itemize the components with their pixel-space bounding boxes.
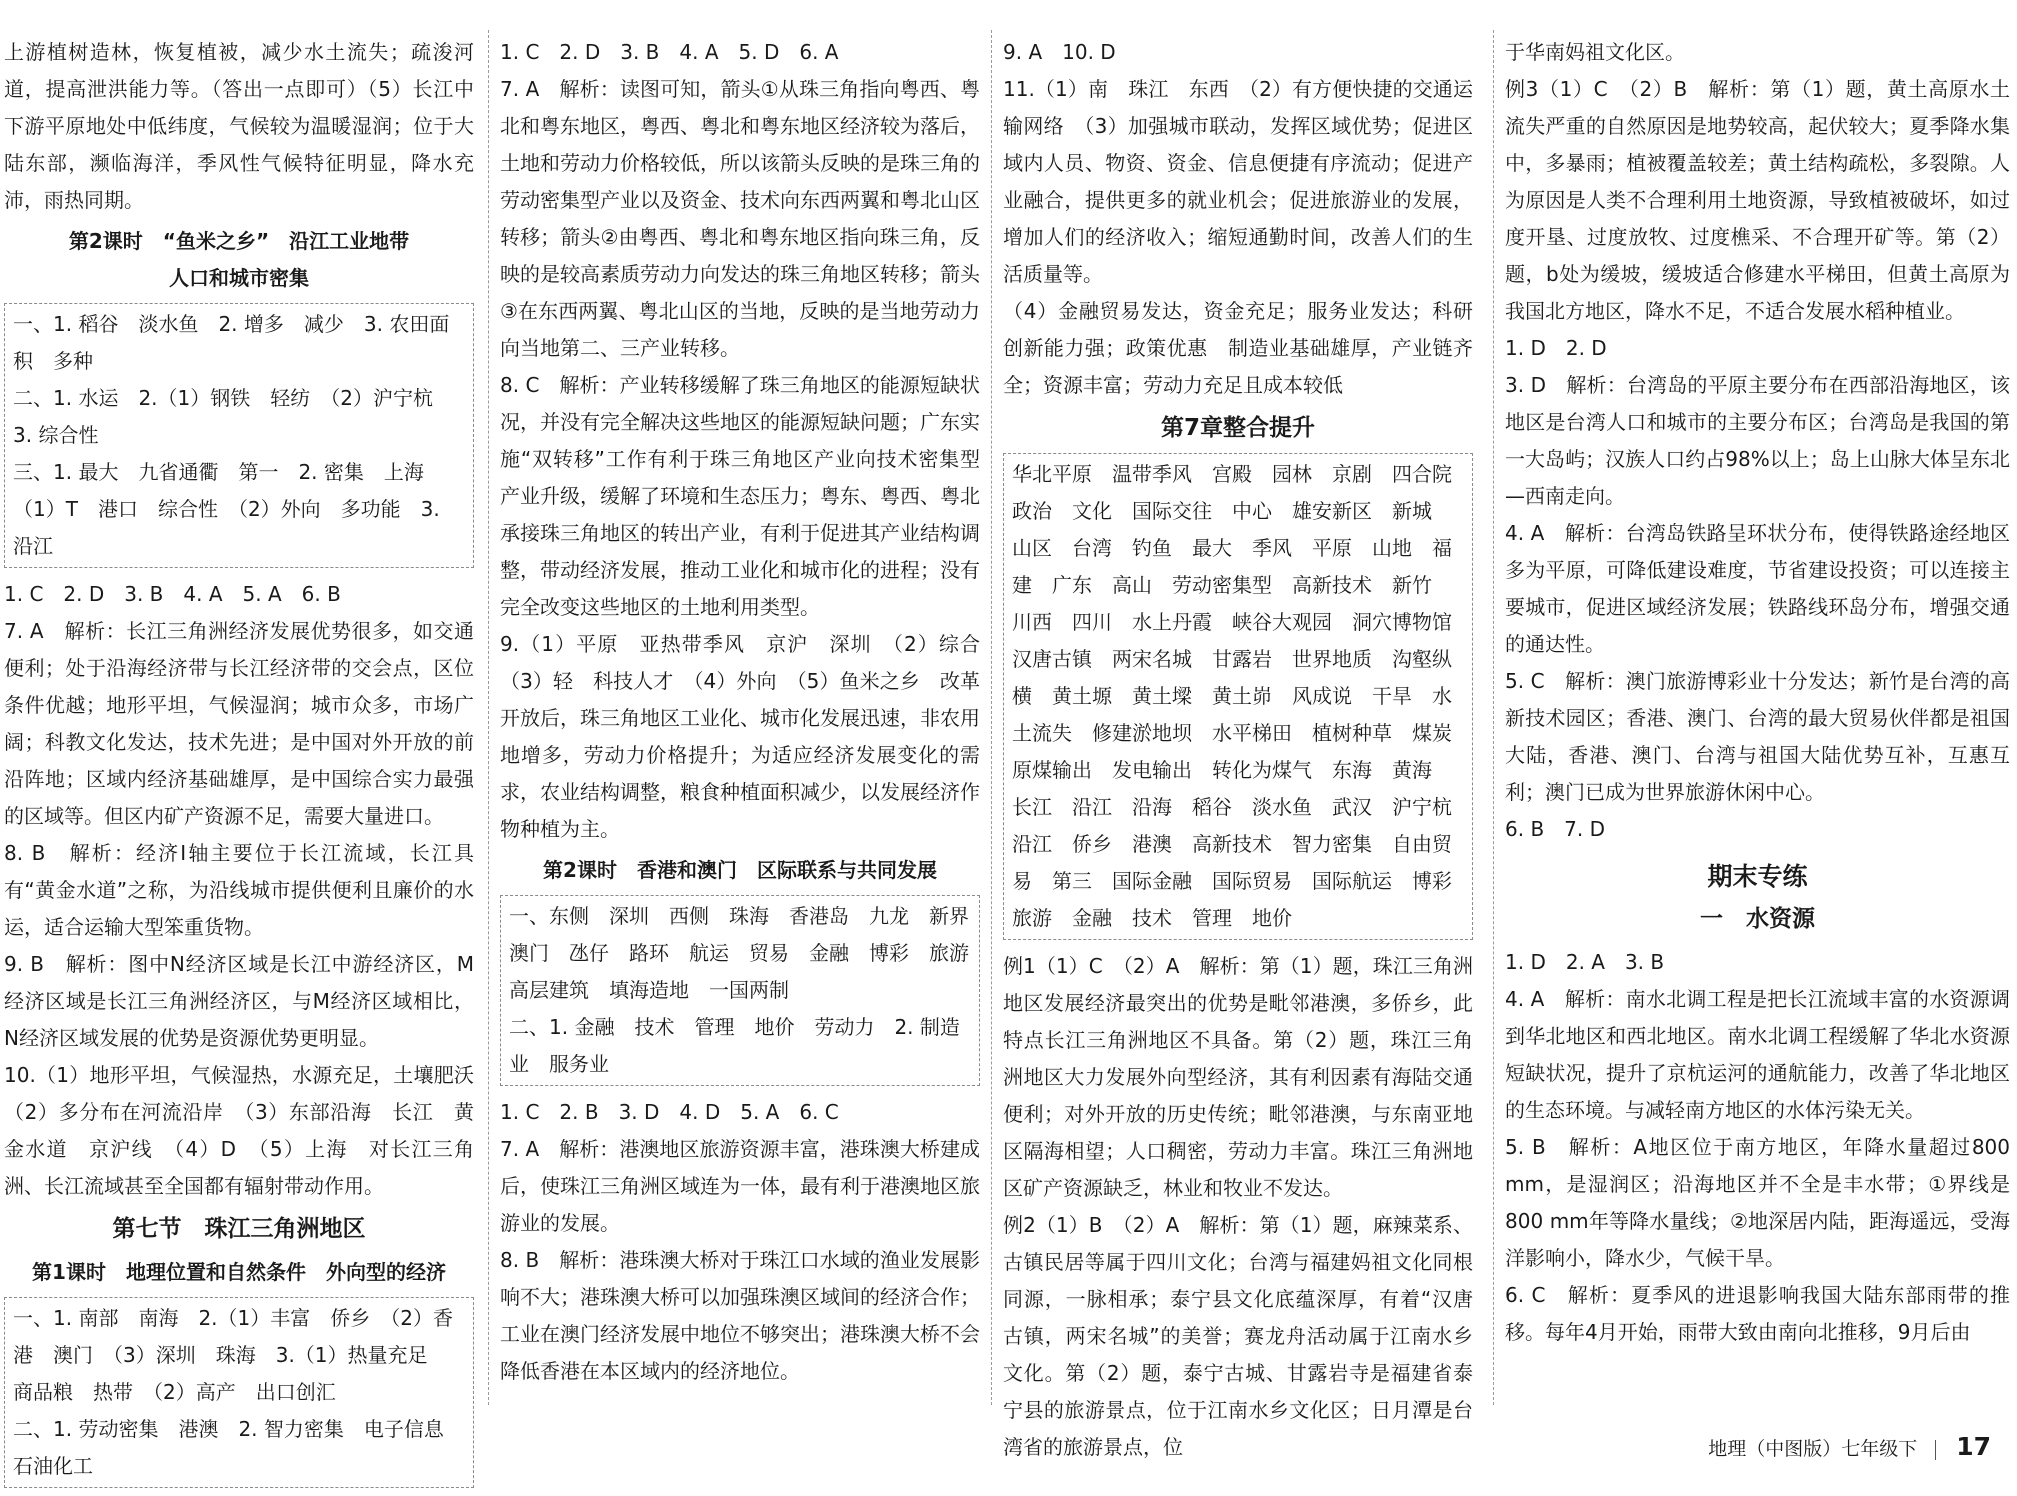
- answer-paragraph: 于华南妈祖文化区。: [1505, 40, 1685, 64]
- answer-paragraph: 6. B 7. D: [1505, 817, 1605, 841]
- answer-paragraph: 8. B 解析：港珠澳大桥对于珠江口水域的渔业发展影响不大；港珠澳大桥可以加强珠澳区域间的经济合作；工业在澳门经济发展中地位不够突出；港珠澳大桥不会降低香港在本区域内的经济地位。: [500, 1248, 980, 1383]
- page-number: 17: [1956, 1432, 1991, 1461]
- box-line: 二、1. 劳动密集 港澳 2. 智力密集 电子信息 石油化工: [13, 1417, 464, 1478]
- lesson-heading: 第2课时 香港和澳门 区际联系与共同发展: [543, 858, 937, 882]
- box-line: 一、1. 稻谷 淡水鱼 2. 增多 减少 3. 农田面积 多种: [13, 312, 450, 373]
- box-line: 一、1. 南部 南海 2.（1）丰富 侨乡 （2）香港 澳门 （3）深圳 珠海 3.（1）热量充足 商品粮 热带 （2）高产 出口创汇: [13, 1306, 453, 1404]
- answer-paragraph: 5. B 解析：A地区位于南方地区，年降水量超过800 mm，是湿润区；沿海地区并不全是丰水带；①界线是800 mm年等降水量线；②地深居内陆，距海遥远，受海洋影响小，降水少，气候干旱。: [1505, 1135, 2010, 1270]
- answer-paragraph: 9.（1）平原 亚热带季风 京沪 深圳 （2）综合 （3）轻 科技人才 （4）外向 （5）鱼米之乡 改革开放后，珠三角地区工业化、城市化发展迅速，非农用地增多，劳动力价格提升；为适应经济发展变化的需求，农业结构调整，粮食种植面积减少，以发展经济作物种植为主。: [500, 632, 1000, 841]
- answer-paragraph: 7. A 解析：长江三角洲经济发展优势很多，如交通便利；处于沿海经济带与长江经济带的交会点，区位条件优越；地形平坦，气候湿润；城市众多，市场广阔；科教文化发达，技术先进；是中国对外开放的前沿阵地；区域内经济基础雄厚，是中国综合实力最强的区域等。但区内矿产资源不足，需要大量进口。: [4, 619, 474, 828]
- answer-paragraph: 4. A 解析：台湾岛铁路呈环状分布，使得铁路途经地区多为平原，可降低建设难度，节省建设投资；可以连接主要城市，促进区域经济发展；铁路线环岛分布，增强交通的通达性。: [1505, 521, 2010, 656]
- chapter-heading: 期末专练: [1707, 862, 1808, 891]
- lesson-heading: 第1课时 地理位置和自然条件 外向型的经济: [32, 1260, 446, 1284]
- answer-paragraph: 5. C 解析：澳门旅游博彩业十分发达；新竹是台湾的高新技术园区；香港、澳门、台湾的最大贸易伙伴都是祖国大陆，香港、澳门、台湾与祖国大陆优势互补，互惠互利；澳门已成为世界旅游休闲中心。: [1505, 669, 2010, 804]
- answer-paragraph: 例2（1）B （2）A 解析：第（1）题，麻辣菜系、古镇民居等属于四川文化；台湾与福建妈祖文化同根同源，一脉相承；泰宁县文化底蕴深厚，有着“汉唐古镇，两宋名城”的美誉；赛龙舟活动属于江南水乡文化。第（2）题，泰宁古城、甘露岩寺是福建省泰宁县的旅游景点，位于江南水乡文化区；日月潭是台湾省的旅游景点，位: [1003, 1213, 1473, 1459]
- answer-paragraph: （4）金融贸易发达，资金充足；服务业发达；科研创新能力强；政策优惠 制造业基础雄厚，产业链齐全；资源丰富；劳动力充足且成本较低: [1003, 299, 1473, 397]
- answer-paragraph: 11.（1）南 珠江 东西 （2）有方便快捷的交通运输网络 （3）加强城市联动，发挥区域优势；促进区域内人员、物资、资金、信息便捷有序流动；促进产业融合，提供更多的就业机会；促进旅游业的发展，增加人们的经济收入；缩短通勤时间，改善人们的生活质量等。: [1003, 77, 1473, 286]
- column-divider: [488, 30, 489, 1405]
- answer-paragraph: 3. D 解析：台湾岛的平原主要分布在西部沿海地区，该地区是台湾人口和城市的主要分布区；台湾岛是我国的第一大岛屿；汉族人口约占98%以上；岛上山脉大体呈东北—西南走向。: [1505, 373, 2010, 508]
- answer-paragraph: 8. C 解析：产业转移缓解了珠三角地区的能源短缺状况，并没有完全解决这些地区的能源短缺问题；广东实施“双转移”工作有利于珠三角地区产业向技术密集型产业升级，缓解了环境和生态压力；粤东、粤西、粤北承接珠三角地区的转出产业，有利于促进其产业结构调整，带动经济发展，推动工业化和城市化的进程；没有完全改变这些地区的土地利用类型。: [500, 373, 980, 619]
- answer-paragraph: 7. A 解析：读图可知，箭头①从珠三角指向粤西、粤北和粤东地区，粤西、粤北和粤东地区经济较为落后，土地和劳动力价格较低，所以该箭头反映的是珠三角的劳动密集型产业以及资金、技术向东西两翼和粤北山区转移；箭头②由粤西、粤北和粤东地区指向珠三角，反映的是较高素质劳动力向发达的珠三角地区转移；箭头③在东西两翼、粤北山区的当地，反映的是当地劳动力向当地第二、三产业转移。: [500, 77, 980, 360]
- box-line: 华北平原 温带季风 宫殿 园林 京剧 四合院 政治 文化 国际交往 中心 雄安新区 新城 山区 台湾 钓鱼 最大 季风 平原 山地 福建 广东 高山 劳动密集型 高新技术 新竹 川西 四川 水上丹霞 峡谷大观园 洞穴博物馆 汉唐古镇 两宋名城 甘露岩 世界地质 沟壑纵横 黄土塬 黄土墚 黄土峁 风成说 干旱 水土流失 修建淤地坝 水平梯田 植树种草 煤炭 原煤输出 发电输出 转化为煤气 东海 黄海 长江 沿江 沿海 稻谷 淡水鱼 武汉 沪宁杭 沿江 侨乡 港澳 高新技术 智力密集 自由贸易 第三 国际金融 国际贸易 国际航运 博彩 旅游 金融 技术 管理 地价: [1012, 462, 1472, 930]
- section-heading: 第7章整合提升: [1160, 415, 1315, 441]
- answer-paragraph: 6. C 解析：夏季风的进退影响我国大陆东部雨带的推移。每年4月开始，雨带大致由南向北推移，9月后由: [1505, 1283, 2010, 1344]
- box-line: 二、1. 水运 2.（1）钢铁 轻纺 （2）沪宁杭 3. 综合性: [13, 386, 453, 447]
- answer-box: [4, 1297, 474, 1488]
- answer-paragraph: 1. C 2. D 3. B 4. A 5. D 6. A: [500, 40, 839, 64]
- answer-paragraph: 例1（1）C （2）A 解析：第（1）题，珠江三角洲地区发展经济最突出的优势是毗邻港澳，多侨乡，此特点长江三角洲地区不具备。第（2）题，珠江三角洲地区大力发展外向型经济，其有利因素有海陆交通便利；对外开放的历史传统；毗邻港澳，与东南亚地区隔海相望；人口稠密，劳动力丰富。珠江三角洲地区矿产资源缺乏，林业和牧业不发达。: [1003, 954, 1473, 1200]
- answer-box: [4, 303, 474, 568]
- column-3: [1003, 34, 1473, 1466]
- answer-paragraph: 9. B 解析：图中N经济区域是长江中游经济区，M经济区域是长江三角洲经济区，与M经济区域相比，N经济区域发展的优势是资源优势更明显。: [4, 952, 474, 1050]
- answer-paragraph: 7. A 解析：港澳地区旅游资源丰富，港珠澳大桥建成后，使珠江三角洲区域连为一体，最有利于港澳地区旅游业的发展。: [500, 1137, 980, 1235]
- page-footer: [1708, 1432, 1991, 1461]
- box-line: 一、东侧 深圳 西侧 珠海 香港岛 九龙 新界 澳门 氹仔 路环 航运 贸易 金融 博彩 旅游 高层建筑 填海造地 一国两制: [509, 904, 989, 1002]
- answer-paragraph: 1. C 2. D 3. B 4. A 5. A 6. B: [4, 582, 341, 606]
- answer-box: [1003, 453, 1473, 940]
- answer-paragraph: 8. B 解析：经济Ⅰ轴主要位于长江流域，长江具有“黄金水道”之称，为沿线城市提供便利且廉价的水运，适合运输大型笨重货物。: [4, 841, 474, 939]
- answer-paragraph: 上游植树造林，恢复植被，减少水土流失；疏浚河道，提高泄洪能力等。（答出一点即可）（5）长江中下游平原地处中低纬度，气候较为温暖湿润；位于大陆东部，濒临海洋，季风性气候特征明显，降水充沛，雨热同期。: [4, 40, 474, 212]
- footer-divider: [1935, 1440, 1936, 1460]
- answer-paragraph: 1. C 2. B 3. D 4. D 5. A 6. C: [500, 1100, 839, 1124]
- column-1: [4, 34, 474, 1496]
- answer-paragraph: 4. A 解析：南水北调工程是把长江流域丰富的水资源调到华北地区和西北地区。南水北调工程缓解了华北水资源短缺状况，提升了京杭运河的通航能力，改善了华北地区的生态环境。与减轻南方地区的水体污染无关。: [1505, 987, 2010, 1122]
- column-divider: [991, 30, 992, 1405]
- column-divider: [1493, 30, 1494, 1405]
- answer-paragraph: 10.（1）地形平坦，气候湿热，水源充足，土壤肥沃（2）多分布在河流沿岸 （3）东部沿海 长江 黄金水道 京沪线 （4）D （5）上海 对长江三角洲、长江流域甚至全国都有辐射带动作用。: [4, 1063, 474, 1198]
- box-line: 三、1. 最大 九省通衢 第一 2. 密集 上海（1）T 港口 综合性 （2）外向 多功能 3. 沿江: [13, 460, 440, 558]
- column-4: [1505, 34, 2010, 1351]
- box-line: 二、1. 金融 技术 管理 地价 劳动力 2. 制造业 服务业: [509, 1015, 960, 1076]
- section-heading: 一 水资源: [1700, 906, 1815, 932]
- answer-paragraph: 1. D 2. A 3. B: [1505, 950, 1665, 974]
- section-heading: 第七节 珠江三角洲地区: [112, 1216, 366, 1242]
- book-title: 地理（中图版）七年级下: [1708, 1438, 1918, 1460]
- answer-paragraph: 1. D 2. D: [1505, 336, 1607, 360]
- answer-paragraph: 例3（1）C （2）B 解析：第（1）题，黄土高原水土流失严重的自然原因是地势较高，起伏较大；夏季降水集中，多暴雨；植被覆盖较差；黄土结构疏松，多裂隙。人为原因是人类不合理利用土地资源，导致植被破坏，如过度开垦、过度放牧、过度樵采、不合理开矿等。第（2）题，b处为缓坡，缓坡适合修建水平梯田，但黄土高原为我国北方地区，降水不足，不适合发展水稻种植业。: [1505, 77, 2010, 323]
- lesson-heading: 第2课时 “鱼米之乡” 沿江工业地带 人口和城市密集: [68, 229, 410, 290]
- answer-paragraph: 9. A 10. D: [1003, 40, 1116, 64]
- answer-box: [500, 895, 989, 1086]
- column-2: [500, 34, 1000, 1390]
